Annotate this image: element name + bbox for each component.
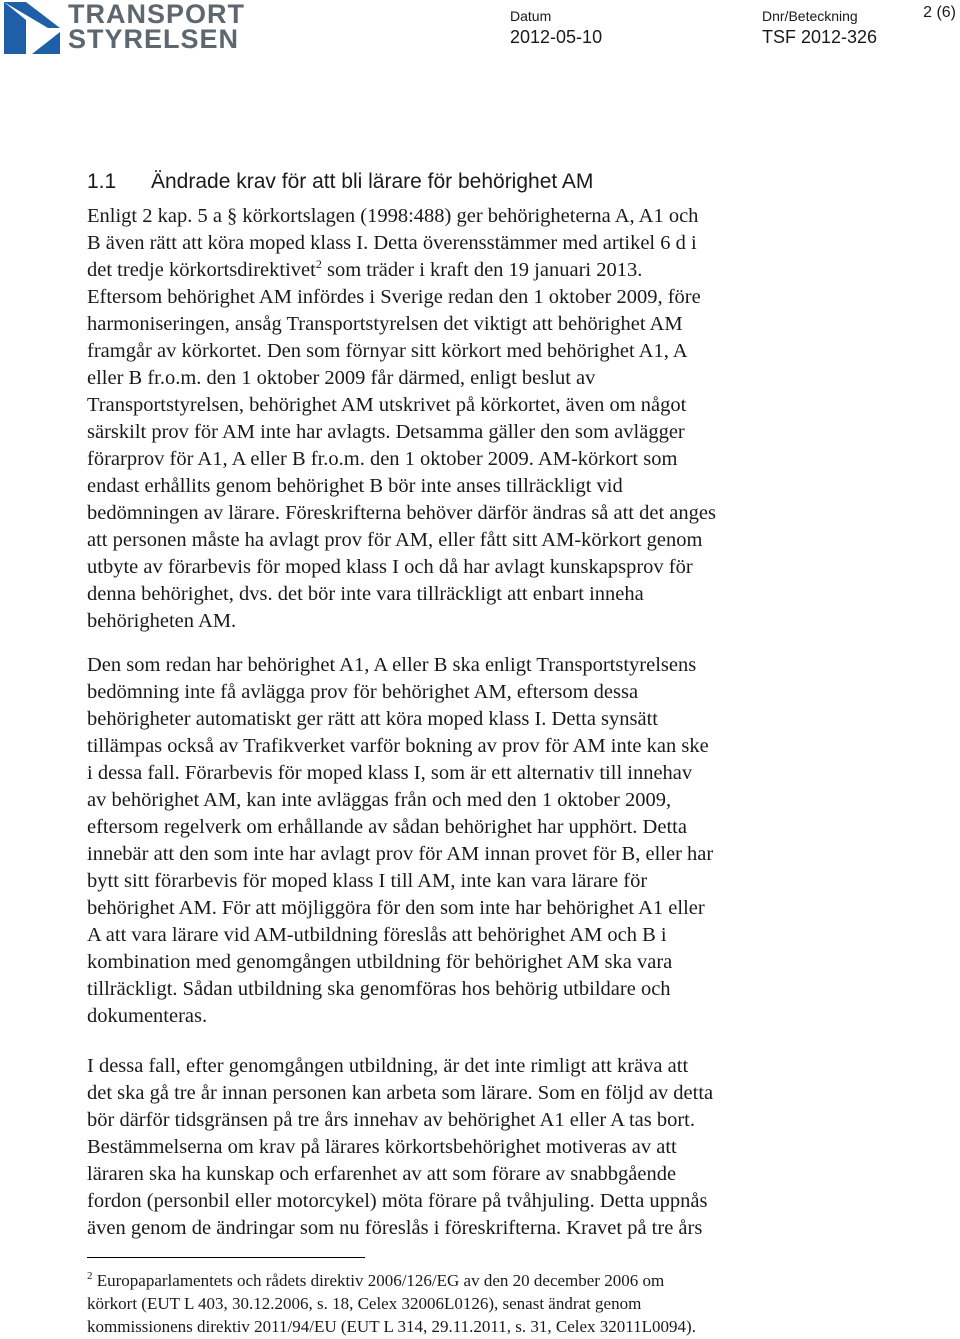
paragraph-3	[87, 1053, 887, 1242]
text-line: förarprov för A1, A eller B fr.o.m. den 1 oktober 2009. AM-körkort som	[87, 448, 678, 470]
text-line: denna behörighet, dvs. det bör inte vara tillräckligt att enbart inneha	[87, 583, 644, 605]
text-line: bör därför tidsgränsen på tre års innehav av behörighet A1 eller A tas bort.	[87, 1109, 695, 1131]
text-line: innebär att den som inte har avlagt prov för AM innan provet för B, eller har	[87, 843, 714, 865]
text-line: det tredje körkortsdirektivet$^2$ som träder i kraft den 19 januari 2013.	[87, 257, 643, 281]
text-line: eller B fr.o.m. den 1 oktober 2009 får därmed, enligt beslut av	[87, 367, 596, 389]
logo-line-1: TRANSPORT	[68, 0, 245, 29]
text-line: behörigheter automatiskt ger rätt att köra moped klass I. Detta synsätt	[87, 708, 658, 730]
logo-mark-icon	[4, 2, 60, 54]
text-line: även genom de ändringar som nu föreslås i föreskrifterna. Kravet på tre års	[87, 1217, 703, 1239]
text-line: tillämpas också av Trafikverket varför bokning av prov för AM inte kan ske	[87, 735, 709, 757]
transportstyrelsen-logo	[4, 0, 245, 54]
footnote-reference: 2	[315, 257, 322, 271]
reference-label: Dnr/Beteckning	[762, 8, 858, 24]
text-line: framgår av körkortet. Den som förnyar sitt körkort med behörighet A1, A	[87, 340, 688, 362]
section-number: 1.1	[87, 170, 117, 193]
footnote-line: kommissionens direktiv 2011/94/EU (EUT L 314, 29.11.2011, s. 31, Celex 32011L0094).	[87, 1317, 696, 1336]
text-line: av behörighet AM, kan inte avläggas från och med den 1 oktober 2009,	[87, 789, 672, 811]
text-line: tillräckligt. Sådan utbildning ska genomföras hos behörig utbildare och	[87, 978, 671, 1000]
text-line: bedömningen av lärare. Föreskrifterna behöver därför ändras så att det anges	[87, 502, 716, 524]
text-line: kombination med genomgången utbildning för behörighet AM ska vara	[87, 951, 673, 973]
text-line: det ska gå tre år innan personen kan arbeta som lärare. Som en följd av detta	[87, 1082, 714, 1104]
paragraph-2	[87, 652, 887, 1030]
reference-value: TSF 2012-326	[762, 27, 878, 47]
text-line: dokumenteras.	[87, 1005, 208, 1027]
footnote-divider	[87, 1257, 365, 1258]
text-line: I dessa fall, efter genomgången utbildning, är det inte rimligt att kräva att	[87, 1055, 689, 1077]
text-line: eftersom regelverk om erhållande av sådan behörighet har upphört. Detta	[87, 816, 687, 838]
text-line: Bestämmelserna om krav på lärares körkortsbehörighet motiveras av att	[87, 1136, 677, 1158]
logo-wordmark	[68, 2, 245, 52]
text-line: att personen måste ha avlagt prov för AM, eller fått sitt AM-körkort genom	[87, 529, 703, 551]
text-line: bedömning inte få avlägga prov för behörighet AM, eftersom dessa	[87, 681, 639, 703]
text-line: Den som redan har behörighet A1, A eller B ska enligt Transportstyrelsens	[87, 654, 697, 676]
text-line: bytt sitt förarbevis för moped klass I till AM, inte kan vara lärare för	[87, 870, 648, 892]
footnote-line: körkort (EUT L 403, 30.12.2006, s. 18, Celex 32006L0126), senast ändrat genom	[87, 1294, 642, 1313]
text-line: B även rätt att köra moped klass I. Detta överensstämmer med artikel 6 d i	[87, 232, 697, 254]
section-title: Ändrade krav för att bli lärare för behörighet AM	[151, 170, 594, 193]
page-number: 2 (6)	[923, 4, 956, 21]
footnote	[87, 1269, 887, 1338]
date-label: Datum	[510, 8, 552, 24]
text-line: utbyte av förarbevis för moped klass I och då har avlagt kunskapsprov för	[87, 556, 693, 578]
text-line: behörighet AM. För att möjliggöra för den som inte har behörighet A1 eller	[87, 897, 705, 919]
text-line: endast erhållits genom behörighet B bör inte anses tillräckligt vid	[87, 475, 623, 497]
text-line: särskilt prov för AM inte har avlagts. Detsamma gäller den som avlägger	[87, 421, 685, 443]
text-line: behörigheten AM.	[87, 610, 237, 632]
text-line: i dessa fall. Förarbevis för moped klass I, som är ett alternativ till innehav	[87, 762, 693, 784]
logo-line-2: STYRELSEN	[68, 24, 240, 54]
text-line: läraren ska ha kunskap och erfarenhet av att som förare av snabbgående	[87, 1163, 677, 1185]
text-line: fordon (personbil eller motorcykel) möta förare på tvåhjuling. Detta uppnås	[87, 1190, 708, 1212]
text-line: Transportstyrelsen, behörighet AM utskrivet på körkortet, även om något	[87, 394, 687, 416]
section-heading	[87, 170, 593, 194]
footnote-line: $^2$ Europaparlamentets och rådets direktiv 2006/126/EG av den 20 december 2006 om	[87, 1270, 665, 1290]
footnote-marker: 2	[87, 1270, 93, 1282]
text-line: A att vara lärare vid AM-utbildning föreslås att behörighet AM och B i	[87, 924, 667, 946]
paragraph-1	[87, 203, 887, 635]
text-line: Eftersom behörighet AM infördes i Sverige redan den 1 oktober 2009, före	[87, 286, 701, 308]
text-line: harmoniseringen, ansåg Transportstyrelsen det viktigt att behörighet AM	[87, 313, 683, 335]
text-line: Enligt 2 kap. 5 a § körkortslagen (1998:488) ger behörigheterna A, A1 och	[87, 205, 699, 227]
date-value: 2012-05-10	[510, 27, 603, 47]
